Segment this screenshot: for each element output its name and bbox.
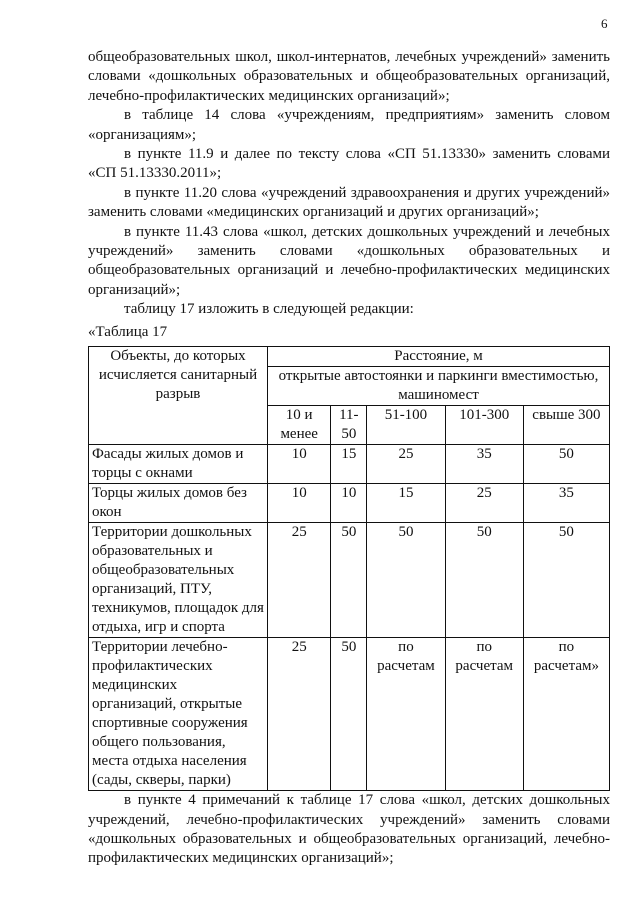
paragraph: в пункте 11.9 и далее по тексту слова «СП 51.13330» заменить словами «СП 51.13330.2011»; [88, 146, 610, 182]
cell: 15 [367, 484, 445, 523]
cell: 35 [445, 445, 523, 484]
column-header: 10 и менее [268, 406, 331, 445]
row-object: Территории дошкольных образовательных и общеобразовательных организаций, ПТУ, техникумов, площадок для отдыха, игр и спорта [89, 523, 268, 638]
row-object: Фасады жилых домов и торцы с окнами [89, 445, 268, 484]
cell: 50 [523, 523, 609, 638]
column-header: 11-50 [331, 406, 367, 445]
cell: 50 [331, 523, 367, 638]
paragraph: общеобразовательных школ, школ-интернатов, лечебных учреждений» заменить словами «дошкольных образовательных и общеобразовательных организаций, лечебно-профилактических медицинских организаций»; [88, 49, 610, 104]
cell: 15 [331, 445, 367, 484]
column-header: 51-100 [367, 406, 445, 445]
cell: 10 [331, 484, 367, 523]
table-row [89, 484, 610, 523]
cell: 10 [268, 484, 331, 523]
table-row [89, 445, 610, 484]
table-row [89, 638, 610, 791]
row-object: Торцы жилых домов без окон [89, 484, 268, 523]
paragraph: таблицу 17 изложить в следующей редакции: [124, 301, 414, 318]
column-header: 101-300 [445, 406, 523, 445]
cell: 25 [268, 523, 331, 638]
cell: 35 [523, 484, 609, 523]
cell: по расчетам» [523, 638, 609, 791]
header-parking: открытые автостоянки и паркинги вместимостью, машиномест [268, 367, 610, 406]
cell: по расчетам [367, 638, 445, 791]
cell: 10 [268, 445, 331, 484]
distance-table [88, 346, 610, 791]
page-number: 6 [601, 16, 608, 31]
cell: 25 [367, 445, 445, 484]
cell: по расчетам [445, 638, 523, 791]
table-caption: «Таблица 17 [88, 323, 168, 340]
cell: 25 [445, 484, 523, 523]
header-distance: Расстояние, м [268, 347, 610, 367]
column-header: свыше 300 [523, 406, 609, 445]
cell: 50 [523, 445, 609, 484]
paragraph: в пункте 11.43 слова «школ, детских дошкольных учреждений и лечебных учреждений» заменить словами «дошкольных образовательных и общеобразовательных организаций и лечебно-профилактических медицинских организаций»; [88, 223, 610, 298]
paragraph: в пункте 11.20 слова «учреждений здравоохранения и других учреждений» заменить словами «медицинских организаций и других организаций»; [88, 184, 610, 221]
cell: 50 [367, 523, 445, 638]
cell: 50 [331, 638, 367, 791]
table-row [89, 523, 610, 638]
cell: 50 [445, 523, 523, 638]
cell: 25 [268, 638, 331, 791]
row-object: Территории лечебно-профилактических медицинских организаций, открытые спортивные сооружения общего пользования, места отдыха населения (сады, скверы, парки) [89, 638, 268, 791]
paragraph: в пункте 4 примечаний к таблице 17 слова «школ, детских дошкольных учреждений, лечебно-профилактических учреждений» заменить словами «дошкольных образовательных и общеобразовательных организаций, лечебно-профилактических медицинских организаций»; [88, 792, 610, 867]
header-object: Объекты, до которых исчисляется санитарный разрыв [89, 347, 268, 445]
document-body [88, 48, 610, 869]
paragraph: в таблице 14 слова «учреждениям, предприятиям» заменить словом «организациям»; [88, 107, 610, 143]
